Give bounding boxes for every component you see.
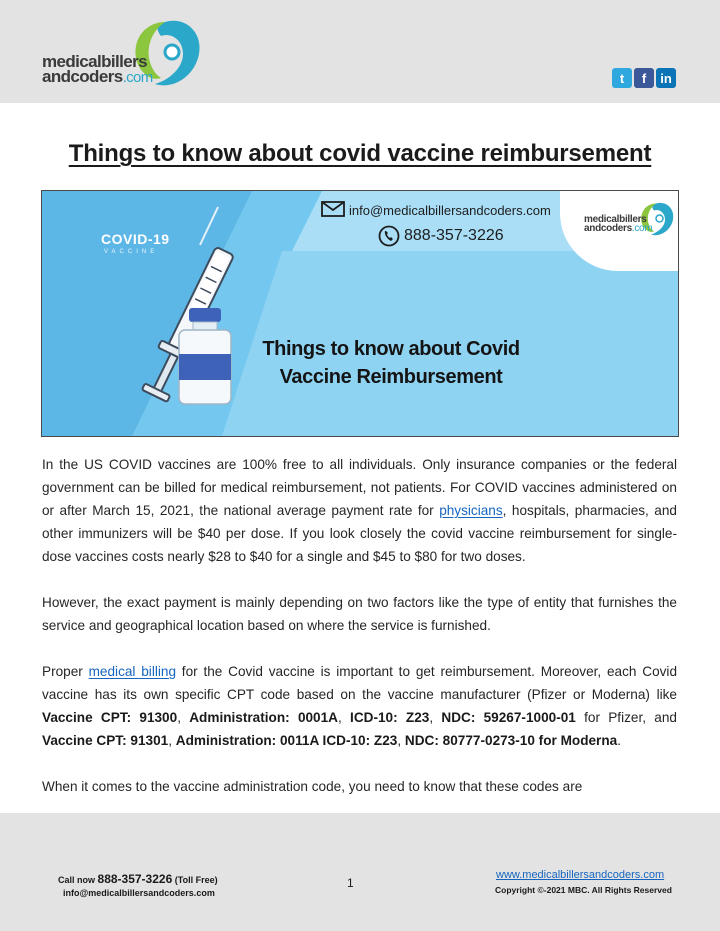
p3-sep-4: , xyxy=(168,733,176,748)
footer-email[interactable]: info@medicalbillersandcoders.com xyxy=(63,888,215,898)
banner-email: info@medicalbillersandcoders.com xyxy=(349,203,551,218)
vaccine-label: VACCINE xyxy=(104,249,159,255)
p3-text-d: . xyxy=(617,733,621,748)
banner-headline-line2: Vaccine Reimbursement xyxy=(279,366,503,388)
p3-sep-3: , xyxy=(429,710,442,725)
logo-suffix: .com xyxy=(122,69,153,86)
paragraph-2: However, the exact payment is mainly depending on two factors like the type of entity that furnishes the service and geographical location based on where the service is furnished. xyxy=(42,595,677,633)
article-body xyxy=(42,453,677,821)
page-header xyxy=(0,0,720,103)
banner-phone: 888-357-3226 xyxy=(404,227,504,244)
moderna-admin-icd-code: Administration: 0011A ICD-10: Z23 xyxy=(175,733,398,748)
p3-text-a: Proper xyxy=(42,664,89,679)
paragraph-4: When it comes to the vaccine administration code, you need to know that these codes are xyxy=(42,779,583,794)
paragraph-3 xyxy=(42,660,677,752)
logo-text xyxy=(42,54,153,85)
p3-sep-1: , xyxy=(177,710,190,725)
moderna-ndc-code: NDC: 80777-0273-10 for Moderna xyxy=(404,733,618,748)
pfizer-cpt-code: Vaccine CPT: 91300 xyxy=(42,710,178,725)
physicians-link[interactable]: physicians xyxy=(439,503,503,518)
banner-logo-text xyxy=(584,215,652,233)
page-footer xyxy=(0,813,720,931)
logo-line2: andcoders xyxy=(42,67,123,86)
linkedin-icon[interactable]: in xyxy=(656,68,676,88)
facebook-icon[interactable]: f xyxy=(634,68,654,88)
p3-sep-5: , xyxy=(397,733,405,748)
footer-call-suffix: (Toll Free) xyxy=(172,875,218,885)
logo-line1: medicalbillers xyxy=(42,52,147,71)
pfizer-admin-code: Administration: 0001A xyxy=(189,710,338,725)
p3-text-c: for Pfizer, and xyxy=(575,710,677,725)
footer-copyright: Copyright ©-2021 MBC. All Rights Reserved xyxy=(495,885,672,895)
moderna-cpt-code: Vaccine CPT: 91301 xyxy=(42,733,169,748)
p1-text-a: In the US COVID vaccines are 100% free to all individuals. Only insurance companies or the federal government can be billed for medical reimbursement, not patients. For COVID vaccines administered on or after March 15, 2021, the national average payment rate for xyxy=(42,457,677,518)
medical-billing-link[interactable]: medical billing xyxy=(88,664,177,679)
banner-logo-line1: medicalbillers xyxy=(584,214,647,225)
pfizer-icd-code: ICD-10: Z23 xyxy=(350,710,430,725)
p3-sep-2: , xyxy=(338,710,351,725)
page-title: Things to know about covid vaccine reimbursement xyxy=(68,140,652,167)
site-logo[interactable] xyxy=(40,14,210,94)
paragraph-1 xyxy=(42,453,677,568)
banner-headline xyxy=(236,335,546,391)
page-number: 1 xyxy=(347,876,354,890)
footer-call-prefix: Call now xyxy=(58,875,98,885)
social-links xyxy=(612,68,676,88)
p3-text-b: for the Covid vaccine is important to get reimbursement. Moreover, each Covid vaccine has its own specific CPT code based on the vaccine manufacturer (Pfizer or Moderna) like xyxy=(42,664,678,702)
footer-phone[interactable]: 888-357-3226 xyxy=(97,872,173,886)
footer-call xyxy=(58,872,218,886)
twitter-icon[interactable]: t xyxy=(612,68,632,88)
pfizer-ndc-code: NDC: 59267-1000-01 xyxy=(441,710,576,725)
covid-label: COVID-19 xyxy=(101,231,170,247)
hero-banner xyxy=(41,190,679,437)
banner-headline-line1: Things to know about Covid xyxy=(262,338,520,360)
mail-icon xyxy=(321,201,345,217)
footer-website-link[interactable]: www.medicalbillersandcoders.com xyxy=(496,869,665,881)
phone-icon xyxy=(378,225,400,247)
vaccine-vial-icon xyxy=(175,306,235,406)
p1-text-b: , hospitals, pharmacies, and other immunizers will be $40 per dose. If you look closely the covid vaccine reimbursement for single-dose vaccines costs nearly $28 to $40 for a single and $45 to $80 for two doses. xyxy=(42,503,677,564)
banner-logo-suffix: .com xyxy=(631,223,653,234)
banner-logo-line2: andcoders xyxy=(584,223,632,234)
